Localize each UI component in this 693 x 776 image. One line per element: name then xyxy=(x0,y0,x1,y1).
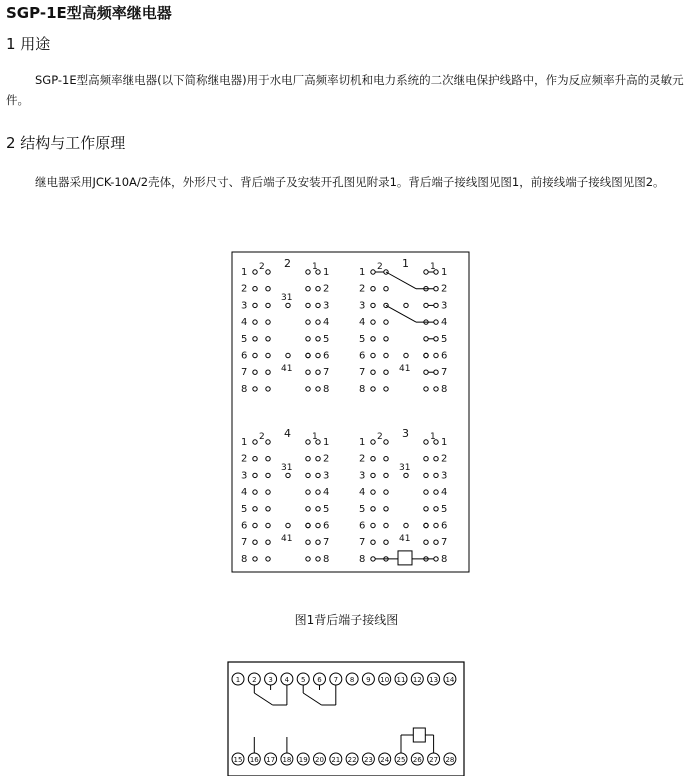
row-number-left: 3 xyxy=(359,300,366,312)
row-number-left: 3 xyxy=(241,470,248,482)
terminal-number: 28 xyxy=(445,756,455,764)
row-number-right: 4 xyxy=(441,317,448,329)
terminal-number: 27 xyxy=(429,756,439,764)
terminal-number: 20 xyxy=(315,756,324,764)
row-number-left: 6 xyxy=(359,520,366,532)
terminal-number: 12 xyxy=(412,676,422,684)
front-terminal-6 xyxy=(314,673,326,685)
row-number-right: 2 xyxy=(441,453,448,465)
contact-label: 1 xyxy=(312,432,318,442)
front-terminal-4 xyxy=(281,673,293,685)
row-number-left: 6 xyxy=(241,350,248,362)
terminal-number: 18 xyxy=(282,756,292,764)
row-number-left: 3 xyxy=(359,470,366,482)
terminal-number: 14 xyxy=(445,676,455,684)
row-number-left: 3 xyxy=(241,300,248,312)
contact-label-41: 41 xyxy=(399,534,411,544)
row-number-left: 2 xyxy=(359,453,366,465)
section-heading-structure: 2 结构与工作原理 xyxy=(6,134,126,152)
terminal-number: 15 xyxy=(233,756,243,764)
row-number-left: 4 xyxy=(359,487,366,499)
row-number-right: 4 xyxy=(323,487,330,499)
row-number-right: 5 xyxy=(323,333,330,345)
front-terminal-13 xyxy=(428,673,440,685)
figure1-caption: 图1背后端子接线图 xyxy=(294,613,399,627)
row-number-right: 3 xyxy=(323,300,330,312)
row-number-right: 7 xyxy=(441,367,448,379)
row-number-right: 6 xyxy=(323,520,330,532)
front-terminal-24 xyxy=(379,753,391,765)
row-number-right: 7 xyxy=(323,367,330,379)
row-number-left: 8 xyxy=(359,553,366,565)
front-terminal-25 xyxy=(395,753,407,765)
terminal-number: 6 xyxy=(317,676,322,684)
group-label: 1 xyxy=(402,257,409,270)
contact-label-31: 31 xyxy=(281,463,293,473)
row-number-right: 3 xyxy=(323,470,330,482)
row-number-right: 1 xyxy=(441,437,448,448)
front-terminal-11 xyxy=(395,673,407,685)
terminal-number: 19 xyxy=(298,756,308,764)
front-terminal-2 xyxy=(248,673,260,685)
paragraph-text: SGP-1E型高频率继电器(以下简称继电器)用于水电厂高频率切机和电力系统的二次继电保护线路中，作为反应频率升高的灵敏元件。 xyxy=(6,73,684,107)
row-number-right: 3 xyxy=(441,300,448,312)
contact-label: 1 xyxy=(430,262,436,272)
row-number-right: 5 xyxy=(441,333,448,345)
contact-label: 1 xyxy=(430,432,436,442)
front-terminal-14 xyxy=(444,673,456,685)
row-number-right: 7 xyxy=(441,537,448,549)
front-terminal-16 xyxy=(248,753,260,765)
contact-label-31: 31 xyxy=(281,293,293,303)
row-number-left: 8 xyxy=(359,383,366,395)
row-number-right: 4 xyxy=(441,487,448,499)
contact-label-41: 41 xyxy=(281,534,293,544)
front-terminal-5 xyxy=(297,673,309,685)
row-number-left: 6 xyxy=(359,350,366,362)
front-terminal-20 xyxy=(314,753,326,765)
row-number-right: 6 xyxy=(323,350,330,362)
row-number-left: 7 xyxy=(241,367,248,379)
row-number-right: 4 xyxy=(323,317,330,329)
terminal-number: 1 xyxy=(235,676,241,684)
row-number-right: 8 xyxy=(323,553,330,565)
terminal-number: 2 xyxy=(252,676,257,684)
row-number-left: 6 xyxy=(241,520,248,532)
row-number-left: 2 xyxy=(241,283,248,295)
row-number-right: 8 xyxy=(441,553,448,565)
front-terminal-21 xyxy=(330,753,342,765)
row-number-right: 2 xyxy=(441,283,448,295)
front-terminal-26 xyxy=(411,753,423,765)
terminal-number: 5 xyxy=(300,676,306,684)
front-terminal-17 xyxy=(265,753,277,765)
row-number-left: 5 xyxy=(241,333,248,345)
terminal-number: 11 xyxy=(396,676,406,684)
row-number-left: 5 xyxy=(241,503,248,515)
row-number-left: 7 xyxy=(359,537,366,549)
front-terminal-23 xyxy=(362,753,374,765)
front-wiring xyxy=(254,685,433,753)
terminal-number: 22 xyxy=(347,756,357,764)
front-terminal-1 xyxy=(232,673,244,685)
front-terminal-3 xyxy=(265,673,277,685)
contact-label: 2 xyxy=(259,432,265,442)
front-terminal-8 xyxy=(346,673,358,685)
row-number-right: 5 xyxy=(441,503,448,515)
row-number-right: 2 xyxy=(323,453,330,465)
row-number-left: 8 xyxy=(241,553,248,565)
row-number-right: 8 xyxy=(323,383,330,395)
front-terminal-27 xyxy=(428,753,440,765)
terminal-number: 17 xyxy=(266,756,276,764)
terminal-number: 25 xyxy=(396,756,406,764)
row-number-left: 1 xyxy=(359,437,366,448)
row-number-left: 7 xyxy=(241,537,248,549)
row-number-left: 8 xyxy=(241,383,248,395)
document-title: SGP-1E型高频率继电器 xyxy=(6,4,172,22)
row-number-left: 1 xyxy=(359,267,366,278)
contact-label-41: 41 xyxy=(399,364,411,374)
row-number-right: 1 xyxy=(323,437,330,448)
row-number-left: 7 xyxy=(359,367,366,379)
front-terminal-12 xyxy=(411,673,423,685)
terminal-number: 3 xyxy=(268,676,273,684)
row-number-left: 4 xyxy=(241,317,248,329)
row-number-left: 1 xyxy=(241,437,248,448)
terminal-number: 21 xyxy=(331,756,341,764)
contact-label: 2 xyxy=(377,262,383,272)
row-number-right: 7 xyxy=(323,537,330,549)
row-number-left: 5 xyxy=(359,333,366,345)
contact-label-31: 31 xyxy=(399,463,411,473)
front-terminal-9 xyxy=(362,673,374,685)
front-terminal-10 xyxy=(379,673,391,685)
row-number-left: 2 xyxy=(359,283,366,295)
group-label: 3 xyxy=(402,427,409,440)
front-terminal-28 xyxy=(444,753,456,765)
row-number-right: 3 xyxy=(441,470,448,482)
row-number-left: 2 xyxy=(241,453,248,465)
terminal-number: 4 xyxy=(284,676,290,684)
row-number-right: 8 xyxy=(441,383,448,395)
row-number-left: 1 xyxy=(241,267,248,278)
row-number-right: 5 xyxy=(323,503,330,515)
row-number-right: 1 xyxy=(323,267,330,278)
front-terminal-22 xyxy=(346,753,358,765)
contact-label: 2 xyxy=(259,262,265,272)
front-terminal-18 xyxy=(281,753,293,765)
group-label: 4 xyxy=(284,427,291,440)
terminal-number: 26 xyxy=(412,756,422,764)
terminal-number: 24 xyxy=(380,756,390,764)
row-number-right: 1 xyxy=(441,267,448,278)
coil-box xyxy=(413,728,425,742)
group-label: 2 xyxy=(284,257,291,270)
terminal-number: 9 xyxy=(366,676,371,684)
terminal-number: 13 xyxy=(429,676,439,684)
terminal-number: 23 xyxy=(363,756,373,764)
terminal-number: 10 xyxy=(380,676,390,684)
row-number-right: 2 xyxy=(323,283,330,295)
contact-label: 2 xyxy=(377,432,383,442)
row-number-left: 4 xyxy=(241,487,248,499)
contact-label: 1 xyxy=(312,262,318,272)
terminal-number: 7 xyxy=(333,676,339,684)
contact-label-41: 41 xyxy=(281,364,293,374)
row-number-right: 6 xyxy=(441,350,448,362)
row-number-right: 6 xyxy=(441,520,448,532)
paragraph-text: 继电器采用JCK-10A/2壳体，外形尺寸、背后端子及安装开孔图见附录1。背后端子接线图见图1，前接线端子接线图见图2。 xyxy=(35,175,665,189)
front-terminal-19 xyxy=(297,753,309,765)
row-number-left: 4 xyxy=(359,317,366,329)
terminal-number: 8 xyxy=(349,676,355,684)
front-terminal-15 xyxy=(232,753,244,765)
section-heading-usage: 1 用途 xyxy=(6,35,51,53)
front-terminal-7 xyxy=(330,673,342,685)
terminal-number: 16 xyxy=(249,756,259,764)
row-number-left: 5 xyxy=(359,503,366,515)
